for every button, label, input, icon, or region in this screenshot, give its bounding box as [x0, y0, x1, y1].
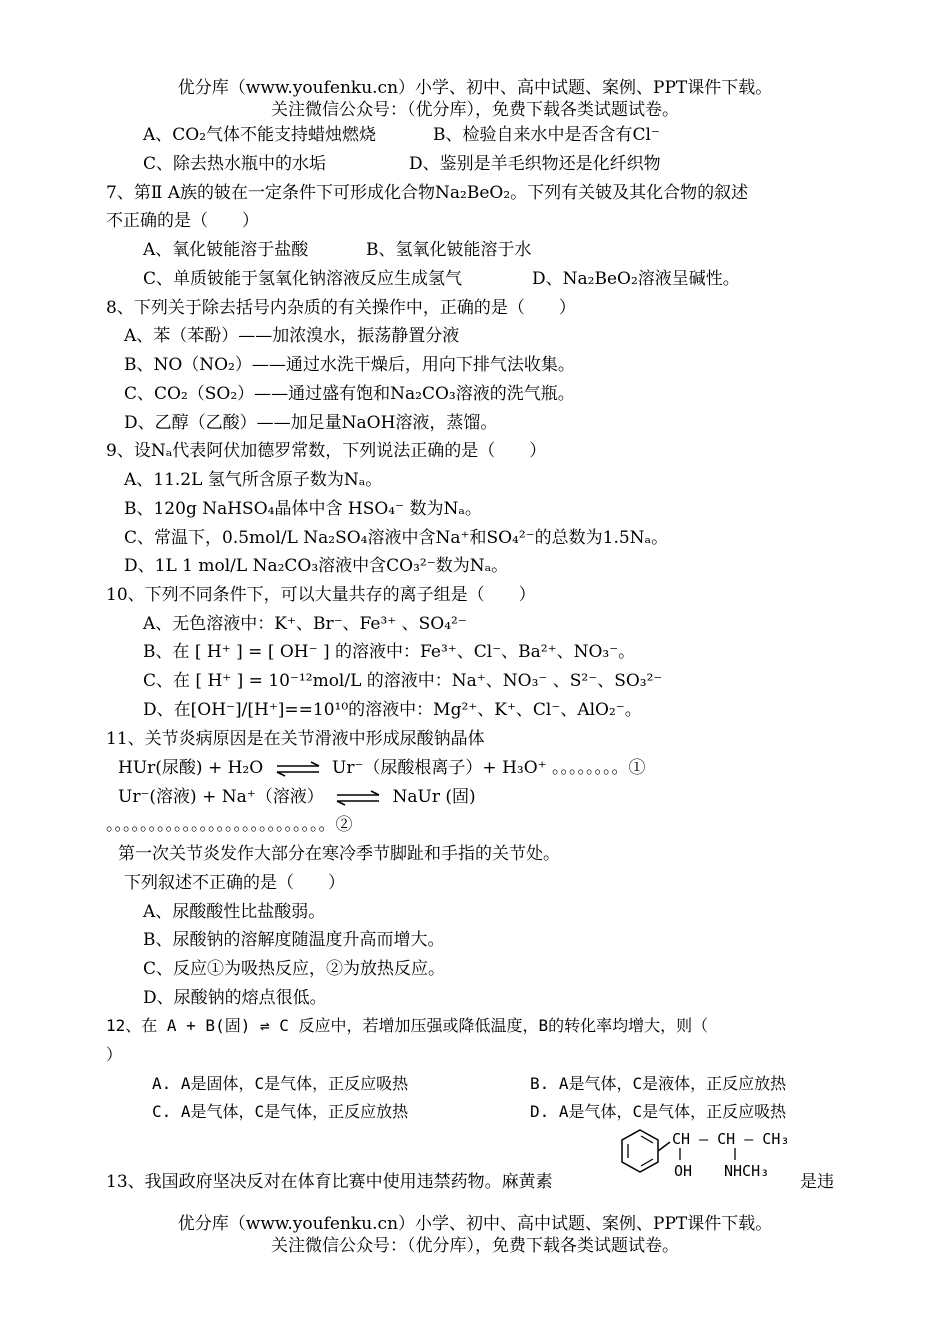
q7-option-d: D、Na₂BeO₂溶液呈碱性。 [532, 269, 740, 289]
q11-equation-1 [118, 757, 646, 779]
q10-stem: 10、下列不同条件下，可以大量共存的离子组是（ ） [106, 585, 536, 605]
q10-option-d: D、在[OH⁻]/[H⁺]==10¹⁰的溶液中：Mg²⁺、K⁺、Cl⁻、AlO₂⁻。 [143, 700, 642, 720]
struct-chain: CH — CH — CH₃ [672, 1130, 790, 1148]
eq2-right: NaUr (固) [392, 787, 476, 807]
q9-stem: 9、设Nₐ代表阿伏加德罗常数，下列说法正确的是（ ） [106, 441, 547, 461]
q6-option-c: C、除去热水瓶中的水垢 [143, 154, 327, 174]
q8-option-b: B、NO（NO₂）——通过水洗干燥后，用向下排气法收集。 [124, 355, 575, 375]
q6-option-a: A、CO₂气体不能支持蜡烛燃烧 [143, 125, 377, 145]
eq2-left: Ur⁻(溶液) + Na⁺（溶液） [118, 787, 324, 807]
q11-option-b: B、尿酸钠的溶解度随温度升高而增大。 [143, 930, 445, 950]
q13-stem-left: 13、我国政府坚决反对在体育比赛中使用违禁药物。麻黄素 [106, 1172, 553, 1192]
header-line-2: 关注微信公众号：（优分库），免费下载各类试题试卷。 [271, 100, 679, 120]
q9-option-a: A、11.2L 氢气所含原子数为Nₐ。 [124, 470, 383, 490]
q11-stem-2: 下列叙述不正确的是（ ） [124, 873, 345, 893]
header-line-1: 优分库（www.youfenku.cn）小学、初中、高中试题、案例、PPT课件下载。 [177, 78, 773, 98]
q12-stem-1: 12、在 A + B(固) ⇌ C 反应中，若增加压强或降低温度，B的转化率均增大，则（ [106, 1016, 709, 1035]
q7-option-a: A、氧化铍能溶于盐酸 [143, 240, 309, 260]
q8-stem: 8、下列关于除去括号内杂质的有关操作中，正确的是（ ） [106, 298, 576, 318]
equilibrium-arrow-icon [335, 789, 381, 807]
q12-option-d: D. A是气体，C是气体，正反应吸热 [530, 1102, 787, 1121]
q8-option-a: A、苯（苯酚）——加浓溴水，振荡静置分液 [124, 326, 460, 346]
q12-option-a: A. A是固体，C是气体，正反应吸热 [152, 1074, 409, 1093]
struct-oh: OH [674, 1162, 693, 1180]
footer-line-1: 优分库（www.youfenku.cn）小学、初中、高中试题、案例、PPT课件下载。 [177, 1214, 773, 1234]
q10-option-c: C、在 [ H⁺ ] = 10⁻¹²mol/L 的溶液中：Na⁺、NO₃⁻ 、S²⁻、SO₃²⁻ [143, 671, 663, 691]
q7-option-b: B、氢氧化铍能溶于水 [366, 240, 532, 260]
q6-option-b: B、检验自来水中是否含有Cl⁻ [433, 125, 660, 145]
footer-line-2: 关注微信公众号：（优分库），免费下载各类试题试卷。 [271, 1236, 679, 1256]
q11-equation-2 [118, 786, 476, 808]
q9-option-d: D、1L 1 mol/L Na₂CO₃溶液中含CO₃²⁻数为Nₐ。 [124, 556, 509, 576]
q11-equation-2-tail: 。。。。。。。。。。。。。。。。。。。。。。。。。。② [106, 815, 353, 835]
q12-option-c: C. A是气体，C是气体，正反应放热 [152, 1102, 409, 1121]
q7-stem-1: 7、第Ⅱ A族的铍在一定条件下可形成化合物Na₂BeO₂。下列有关铍及其化合物的叙述 [106, 183, 749, 203]
q6-option-d: D、鉴别是羊毛织物还是化纤织物 [409, 154, 661, 174]
q7-stem-2: 不正确的是（ ） [106, 211, 259, 231]
struct-nhch3: NHCH₃ [724, 1162, 770, 1180]
q11-note: 第一次关节炎发作大部分在寒冷季节脚趾和手指的关节处。 [118, 844, 560, 864]
q7-option-c: C、单质铍能于氢氧化钠溶液反应生成氢气 [143, 269, 463, 289]
q11-option-c: C、反应①为吸热反应，②为放热反应。 [143, 959, 446, 979]
ephedrine-structure [612, 1122, 802, 1188]
q11-option-a: A、尿酸酸性比盐酸弱。 [143, 902, 326, 922]
equilibrium-arrow-icon [275, 760, 321, 778]
q8-option-d: D、乙醇（乙酸）——加足量NaOH溶液，蒸馏。 [124, 413, 498, 433]
q9-option-c: C、常温下，0.5mol/L Na₂SO₄溶液中含Na⁺和SO₄²⁻的总数为1.5Nₐ。 [124, 528, 669, 548]
q11-stem: 11、关节炎病原因是在关节滑液中形成尿酸钠晶体 [106, 729, 485, 749]
eq1-left: HUr(尿酸) + H₂O [118, 758, 264, 778]
q12-stem-2: ） [106, 1045, 123, 1064]
q13-stem-right: 是违 [800, 1172, 834, 1192]
q10-option-b: B、在 [ H⁺ ] = [ OH⁻ ] 的溶液中：Fe³⁺、Cl⁻、Ba²⁺、NO₃⁻。 [143, 642, 636, 662]
q8-option-c: C、CO₂（SO₂）——通过盛有饱和Na₂CO₃溶液的洗气瓶。 [124, 384, 575, 404]
q9-option-b: B、120g NaHSO₄晶体中含 HSO₄⁻ 数为Nₐ。 [124, 499, 482, 519]
eq1-right: Ur⁻（尿酸根离子）+ H₃O⁺ 。。。。。。。。① [332, 758, 646, 778]
q12-option-b: B. A是气体，C是液体，正反应放热 [530, 1074, 787, 1093]
q11-option-d: D、尿酸钠的熔点很低。 [143, 988, 327, 1008]
q10-option-a: A、无色溶液中：K⁺、Br⁻、Fe³⁺ 、SO₄²⁻ [143, 614, 467, 634]
